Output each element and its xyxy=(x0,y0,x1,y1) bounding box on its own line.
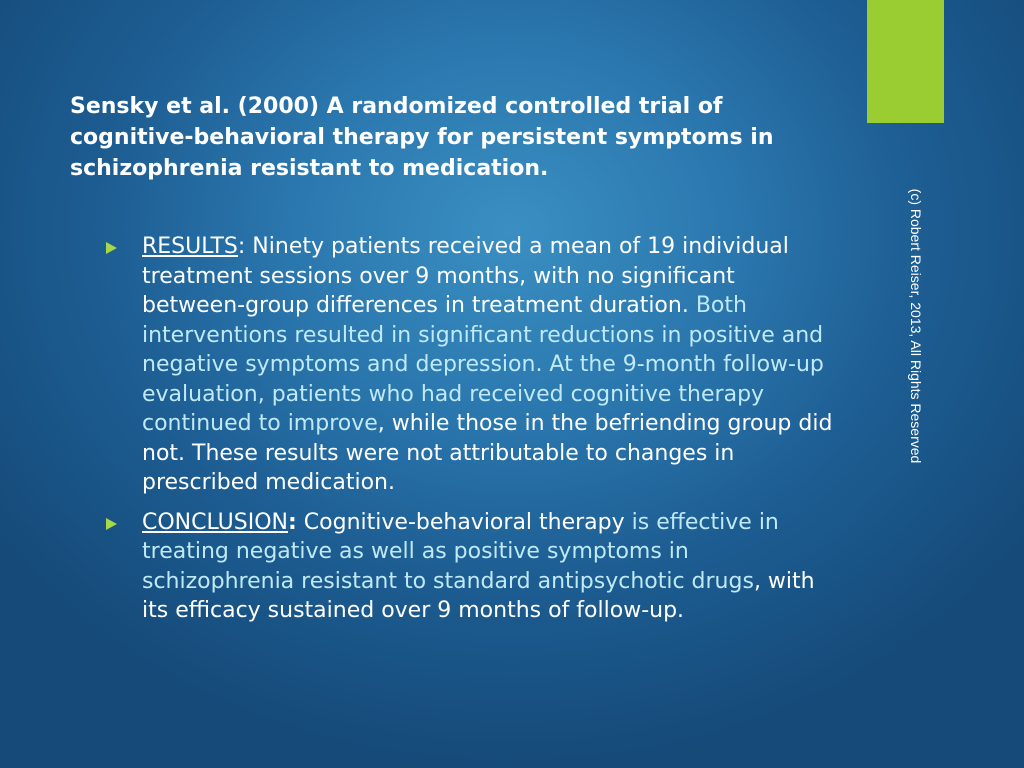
bullet-list xyxy=(100,232,840,636)
results-text-part-1: Ninety patients received a mean of 19 individual treatment sessions over 9 months, with no significant between-group differences in treatment duration. xyxy=(142,234,789,318)
results-label: RESULTS xyxy=(142,234,238,259)
results-text-highlight: Both interventions resulted in significant reductions in positive and negative symptoms and depression. At the 9-month follow-up evaluation, patients who had received cognitive therapy continued to improve xyxy=(142,293,824,436)
bullet-results xyxy=(100,232,840,498)
results-text-part-3: , while those in the befriending group did not. These results were not attributable to changes in prescribed medication. xyxy=(142,411,833,495)
slide-title: Sensky et al. (2000) A randomized controlled trial of cognitive-behavioral therapy for persistent symptoms in schizophrenia resistant to medication. xyxy=(70,94,774,181)
copyright-notice: (c) Robert Reiser, 2013, All Rights Reserved xyxy=(908,188,924,464)
conclusion-text-part-3: , with its efficacy sustained over 9 months of follow-up. xyxy=(142,568,815,623)
accent-bar xyxy=(867,0,944,123)
conclusion-text-highlight: is effective in treating negative as well as positive symptoms in schizophrenia resistant to standard antipsychotic drugs xyxy=(142,509,779,594)
conclusion-text-part-1: Cognitive-behavioral therapy xyxy=(296,509,632,535)
results-colon: : xyxy=(237,234,246,259)
bullet-arrow-icon xyxy=(106,242,117,254)
bullet-conclusion xyxy=(100,508,840,626)
bullet-arrow-icon xyxy=(106,518,117,530)
conclusion-colon: : xyxy=(288,509,297,535)
conclusion-label: CONCLUSION xyxy=(142,509,288,535)
